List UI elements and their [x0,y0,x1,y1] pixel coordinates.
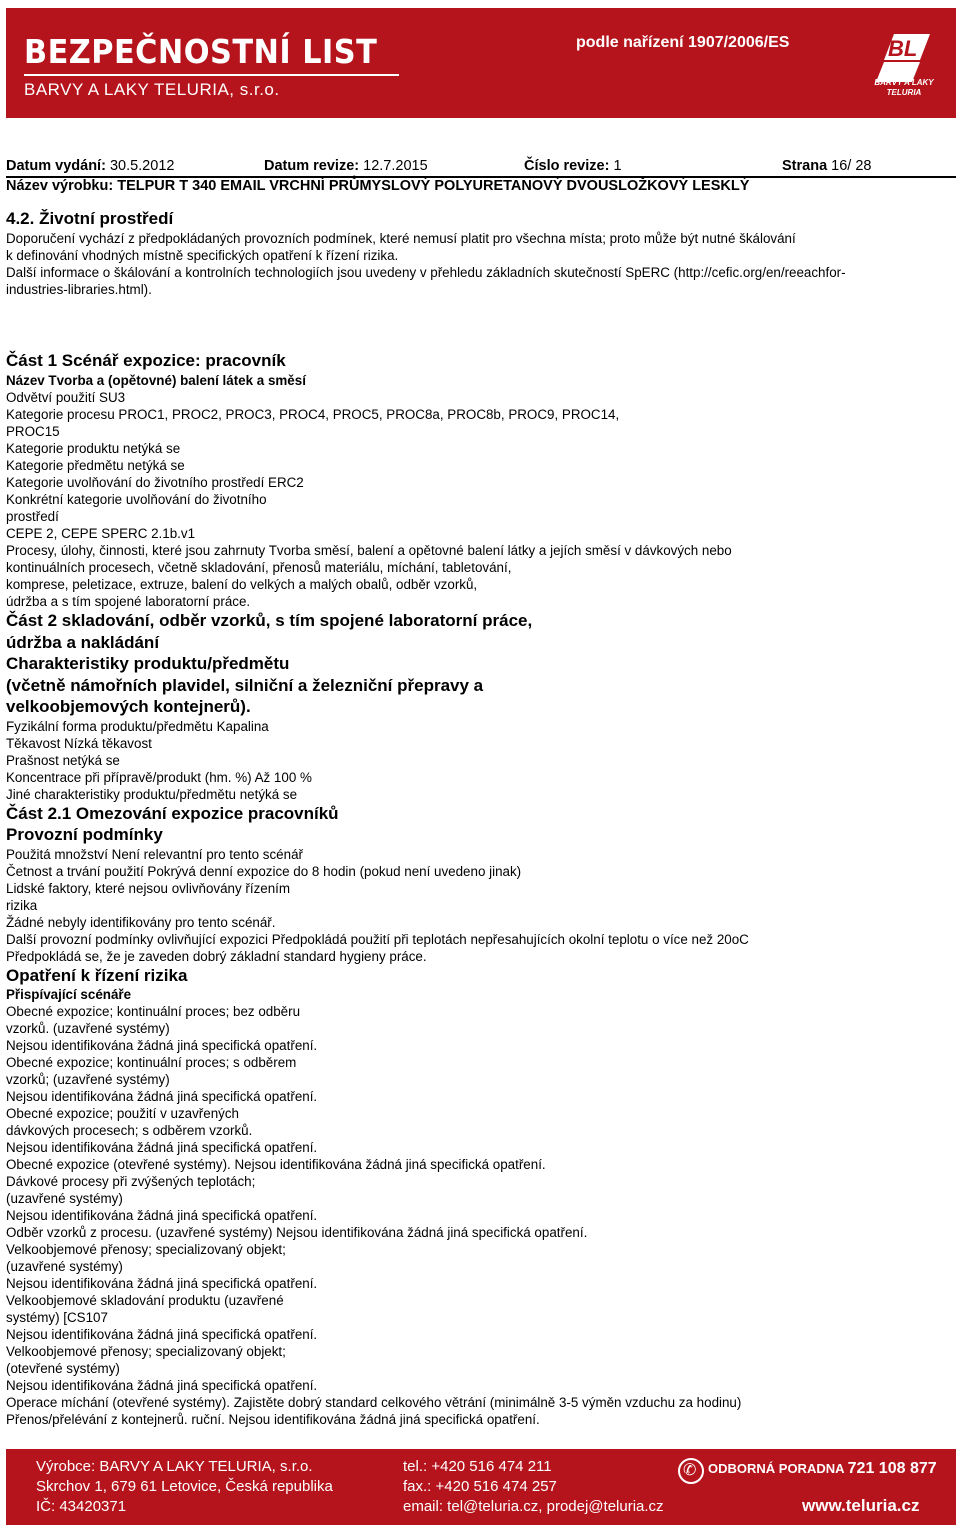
text-line: (uzavřené systémy) [6,1259,123,1274]
text-line: Odběr vzorků z procesu. (uzavřené systémy) Nejsou identifikována žádná jiná specifická opatření. [6,1225,588,1240]
text-line: Fyzikální forma produktu/předmětu Kapalina [6,718,269,734]
heading-line: Provozní podmínky [6,825,163,844]
footer-address: Skrchov 1, 679 61 Letovice, Česká republika [36,1478,333,1495]
footer-banner [6,1449,956,1525]
meta-row-dates [6,156,956,176]
part-2-1-heading [6,803,952,846]
text-line: Nejsou identifikována žádná jiná specifická opatření. [6,1038,318,1053]
text-line: Přenos/přelévání z kontejnerů. ruční. Nejsou identifikována žádná jiná specifická opatření. [6,1412,540,1427]
logo-caption [864,78,944,98]
text-line: Obecné expozice; kontinuální proces; s odběrem [6,1055,297,1070]
revision-number: Číslo revize: 1 [524,158,622,174]
text-line: Kategorie předmětu netýká se [6,458,185,473]
logo-caption-line1: BARVY A LAKY [874,78,934,87]
text-line: Další informace o škálování a kontrolních technologiích jsou uvedeny v přehledu základních skutečností SpERC (http://cefic.org/en/reeachfor- [6,265,846,280]
text-line: údržba a s tím spojené laboratorní práce. [6,594,251,609]
document-body [6,208,952,1428]
text-line: PROC15 [6,424,60,439]
text-line: (otevřené systémy) [6,1361,120,1376]
text-line: Nejsou identifikována žádná jiná specifická opatření. [6,1140,318,1155]
text-line: k definování vhodných místně specifických opatření k řízení rizika. [6,248,399,263]
footer-web: www.teluria.cz [802,1496,920,1515]
section-4-2-text [6,230,952,298]
heading-line: velkoobjemových kontejnerů). [6,697,251,716]
heading-line: Část 2.1 Omezování expozice pracovníků [6,803,339,823]
scenario-name: Název Tvorba a (opětovné) balení látek a směsí [6,373,306,388]
text-line: Četnost a trvání použití Pokrývá denní expozice do 8 hodin (pokud není uvedeno jinak) [6,863,522,879]
phone-icon [678,1458,704,1484]
text-line: systémy) [CS107 [6,1310,108,1325]
text-line: Nejsou identifikována žádná jiná specifická opatření. [6,1208,318,1223]
text-line: komprese, peletizace, extruze, balení do velkých a malých obalů, odběr vzorků, [6,577,478,592]
text-line: Předpokládá se, že je zaveden dobrý základní standard hygieny práce. [6,948,427,964]
document-meta [6,156,956,196]
text-line: Dávkové procesy při zvýšených teplotách; [6,1174,256,1189]
text-line: CEPE 2, CEPE SPERC 2.1b.v1 [6,526,196,541]
footer-email: email: tel@teluria.cz, prodej@teluria.cz [403,1498,664,1515]
part-1-text [6,389,952,610]
footer-ico: IČ: 43420371 [36,1498,127,1515]
header-banner [6,8,956,118]
text-line: Nejsou identifikována žádná jiná specifická opatření. [6,1327,318,1342]
revision-date: Datum revize: 12.7.2015 [264,158,428,174]
document-title: BEZPEČNOSTNÍ LIST [24,32,378,71]
text-line: rizika [6,897,38,913]
text-line: vzorků; (uzavřené systémy) [6,1072,170,1087]
text-line: Jiné charakteristiky produktu/předmětu netýká se [6,786,298,802]
text-line: Obecné expozice; použití v uzavřených [6,1106,239,1121]
logo-caption-line2: TELURIA [886,88,922,97]
text-line: Kategorie produktu netýká se [6,441,181,456]
footer-manufacturer: Výrobce: BARVY A LAKY TELURIA, s.r.o. [36,1458,313,1475]
text-line: Obecné expozice (otevřené systémy). Nejsou identifikována žádná jiná specifická opatření. [6,1157,546,1172]
measures-subheading: Přispívající scénáře [6,987,132,1002]
measures-text [6,1003,952,1428]
text-line: Kategorie uvolňování do životního prostředí ERC2 [6,475,304,490]
text-line: Koncentrace při přípravě/produkt (hm. %) Až 100 % [6,769,312,785]
heading-line: Část 2 skladování, odběr vzorků, s tím spojené laboratorní práce, [6,611,533,630]
text-line: prostředí [6,509,59,524]
text-line: Lidské faktory, které nejsou ovlivňovány řízením [6,880,291,896]
page-number: Strana 16/ 28 [782,158,872,174]
heading-line: Charakteristiky produktu/předmětu [6,654,290,673]
text-line: Žádné nebyly identifikovány pro tento scénář. [6,914,276,930]
company-name: BARVY A LAKY TELURIA, s.r.o. [24,80,280,99]
part-1-heading: Část 1 Scénář expozice: pracovník [6,351,286,370]
text-line: Prašnost netýká se [6,752,120,768]
heading-line: údržba a nakládání [6,632,160,652]
text-line: Doporučení vychází z předpokládaných provozních podmínek, které nemusí platit pro všechna místa; proto může být nutné škálování [6,231,796,246]
text-line: vzorků. (uzavřené systémy) [6,1021,170,1036]
text-line: Použitá množství Není relevantní pro tento scénář [6,846,303,862]
heading-line: (včetně námořních plavidel, silniční a železniční přepravy a [6,675,484,695]
text-line: Kategorie procesu PROC1, PROC2, PROC3, PROC4, PROC5, PROC8a, PROC8b, PROC9, PROC14, [6,407,620,422]
text-line: Další provozní podmínky ovlivňující expozici Předpokládá použití při teplotách nepřesahujících okolní teplotu o více než 20oC [6,931,749,947]
part-2-heading [6,610,952,718]
footer-advisory: ODBORNÁ PORADNA 721 108 877 [708,1460,937,1477]
text-line: industries-libraries.html). [6,282,152,297]
text-line: Nejsou identifikována žádná jiná specifická opatření. [6,1276,318,1291]
footer-tel: tel.: +420 516 474 211 [403,1458,552,1475]
section-4-2-heading: 4.2. Životní prostředí [6,209,174,228]
measures-heading: Opatření k řízení rizika [6,965,188,985]
issue-date: Datum vydání: 30.5.2012 [6,158,175,174]
text-line: Odvětví použití SU3 [6,390,126,405]
product-name: Název výrobku: TELPUR T 340 EMAIL VRCHNÍ PRŮMYSLOVÝ POLYURETANOVÝ DVOUSLOŽKOVÝ LESKLÝ [6,178,750,194]
text-line: Velkoobjemové přenosy; specializovaný objekt; [6,1242,286,1257]
text-line: Nejsou identifikována žádná jiná specifická opatření. [6,1378,318,1393]
spacer [6,298,952,338]
regulation-text: podle nařízení 1907/2006/ES [576,34,790,51]
meta-row-product [6,176,956,196]
text-line: Velkoobjemové skladování produktu (uzavřené [6,1293,284,1308]
text-line: Obecné expozice; kontinuální proces; bez odběru [6,1004,301,1019]
text-line: kontinuálních procesech, včetně skladování, přenosů materiálu, míchání, tabletování, [6,560,512,575]
text-line: Nejsou identifikována žádná jiná specifická opatření. [6,1089,318,1104]
text-line: Těkavost Nízká těkavost [6,735,152,751]
part-2-1-text [6,846,952,965]
title-underline [24,74,399,76]
text-line: Velkoobjemové přenosy; specializovaný objekt; [6,1344,286,1359]
text-line: Konkrétní kategorie uvolňování do životního [6,492,267,507]
text-line: dávkových procesech; s odběrem vzorků. [6,1123,253,1138]
footer-fax: fax.: +420 516 474 257 [403,1478,557,1495]
text-line: Procesy, úlohy, činnosti, které jsou zahrnuty Tvorba směsí, balení a opětovné balení látky a jejích směsí v dávkových nebo [6,543,732,558]
logo-letters: BL [888,36,918,61]
text-line: (uzavřené systémy) [6,1191,123,1206]
part-2-text [6,718,952,803]
text-line: Operace míchání (otevřené systémy). Zajistěte dobrý standard celkového větrání (minimálně 3-5 výměn vzduchu za hodinu) [6,1395,742,1410]
